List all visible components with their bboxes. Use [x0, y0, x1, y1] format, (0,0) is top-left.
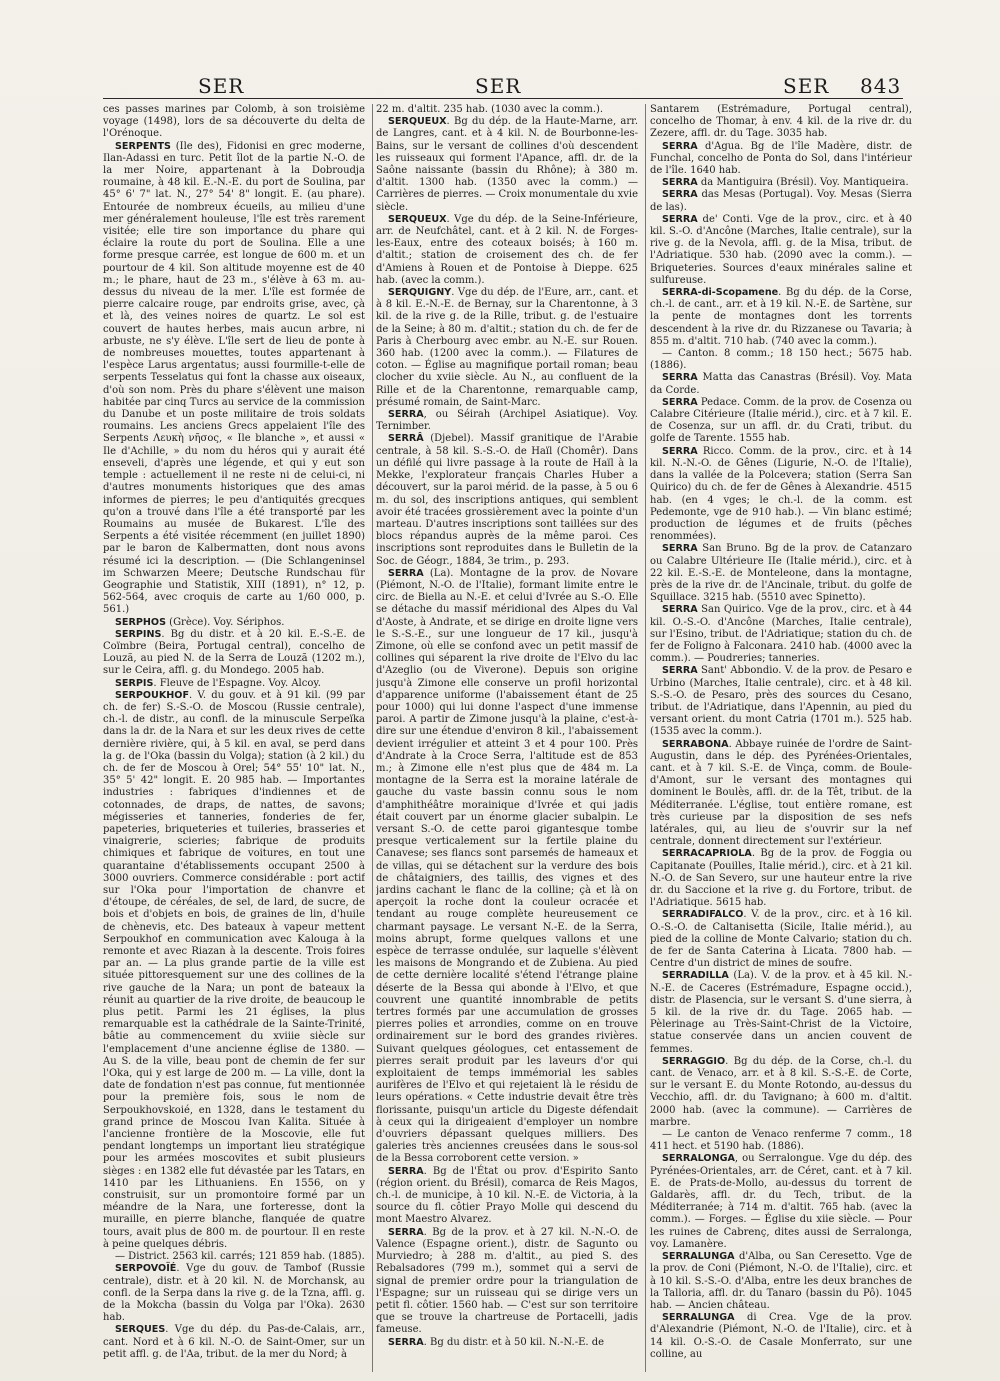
entry-headword: SERPOUKHOF [115, 689, 190, 701]
dictionary-entry [650, 348, 912, 372]
dictionary-entry [376, 104, 638, 116]
entry-text: . Bg du dép. de la Corse, ch.-l. de cant., arr. et à 19 kil. N.-E. de Sartène, sur la pente de montagnes dont les torrents descendent à la rive dr. du Rizzanese ou Tavaria; à 855 m. d'altit. 710 hab. (740 avec la comm.). [650, 287, 912, 347]
dictionary-entry [650, 970, 912, 1055]
entry-headword: SERPIS [115, 677, 154, 689]
entry-text: . Vge du gouv. de Tambof (Russie centrale), distr. et à 20 kil. N. de Morchansk, au confl. de la Serpa dans la rive g. de la Tzna, affl. g. de la Mokcha (bassin du Volga par l'Oka). 2630 hab. [103, 1263, 365, 1324]
dictionary-entry [103, 141, 365, 617]
dictionary-entry [650, 446, 912, 544]
entry-headword: SERRA [388, 409, 424, 421]
entry-text: . Bg du dép. de la Corse, ch.-l. du cant. de Venaco, arr. et à 8 kil. S.-S.-E. de Corte, sur le versant E. du Monte Rotondo, au-dessus du Vecchio, affl. dr. du Tavignano; à 600 m. d'altit. 2000 hab. (avec la commune). — Carrières de marbre. [650, 1055, 912, 1128]
entry-text: . Abbaye ruinée de l'ordre de Saint-Augustin, dans le dép. des Pyrénées-Orientales, cant. et à 7 kil. S.-E. de Vinça, comm. de Boule-d'Amont, sur le versant des montagnes qui dominent le Boulès, affl. dr. de la Têt, tribut. de la Méditerranée. L'église, tout entière romane, est très curieuse par la disposition de ses nefs latérales, qui, au lieu de s'ouvrir sur la nef centrale, donnent directement sur l'extérieur. [650, 738, 912, 848]
header-rule [103, 98, 903, 99]
entry-text: (Djebel). Massif granitique de l'Arabie centrale, à 58 kil. S.-S.-O. de Haïl (Chomêr). Dans un défilé qui livre passage à la route de Haïl à la Mekke, l'explorateur français Charles Huber a découvert, sur la paroi mérid. de la passe, à 5 ou 6 m. du sol, des inscriptions antiques, qui semblent avoir été tracées grossièrement avec la pointe d'un marteau. D'autres inscriptions sont taillées sur des blocs répandus auprès de la même paroi. Ces inscriptions sont reproduites dans le Bulletin de la Soc. de Géogr., 1884, 3e trim., p. 293. [376, 433, 638, 567]
entry-text: . Bg du dép. de la Haute-Marne, arr. de Langres, cant. et à 4 kil. N. de Bourbonne-les-Bains, sur le versant de collines d'où descendent les ruisseaux qui forment l'Apance, affl. dr. de la Saône naissante (bassin du Rhône); à 380 m. d'altit. 1300 hab. (1350 avec la comm.) — Carrières de pierres. — Croix monumentale du xvie siècle. [376, 116, 638, 213]
entry-headword: SERPOVOÏÉ [115, 1263, 177, 1275]
dictionary-entry [103, 1263, 365, 1324]
entry-text: Matta das Canastras (Brésil). Voy. Mata da Corde. [650, 372, 912, 396]
entry-headword: SERQUEUX [388, 213, 447, 225]
dictionary-entry [103, 1324, 365, 1361]
entry-headword: SERPENTS [115, 140, 171, 152]
dictionary-entry [376, 1337, 638, 1349]
entry-text: . Bg de la prov. de Foggia ou Capitanate (Pouilles, Italie mérid.), circ. et à 21 kil. N.-O. de San Severo, sur une hauteur entre la rive dr. du Saccione et la rive g. du Fortore, tribut. de l'Adriatique. 5615 hab. [650, 848, 912, 909]
entry-text: — District. 2563 kil. carrés; 121 859 hab. (1885). [115, 1251, 365, 1263]
entry-headword: SERQUEUX [388, 116, 447, 128]
text-column-1 [103, 104, 365, 1374]
dictionary-entry [650, 214, 912, 287]
entry-text: (La). V. de la prov. et à 45 kil. N.-N.-E. de Caceres (Estrémadure, Espagne occid.), distr. de Plasencia, sur le versant S. d'une sierra, à 5 kil. de la rive dr. du Tage. 2065 hab. — Pèlerinage au Très-Saint-Christ de la Victoire, statue conservée dans un ancien couvent de femmes. [650, 970, 912, 1055]
entry-text: . Bg de la prov. et à 27 kil. N.-N.-O. de Valence (Espagne orient.), distr. de Sagunto ou Murviedro; à 288 m. d'altit., au pied S. des Rebalsadores (799 m.), sommet qui a servi de signal de premier ordre pour la triangulation de l'Espagne; sur un ruisseau qui se dirige vers un petit fl. côtier. 1560 hab. — C'est sur son territoire que se trouve la chartreuse de Portacelli, jadis fameuse. [376, 1226, 638, 1336]
dictionary-entry [103, 678, 365, 690]
dictionary-entry [650, 665, 912, 738]
dictionary-entry [650, 372, 912, 396]
dictionary-entry [650, 543, 912, 604]
entry-text: Santarem (Estrémadure, Portugal central), concelho de Thomar, à env. 4 kil. de la rive dr. du Zezere, affl. dr. du Tage. 3035 hab. [650, 104, 912, 140]
running-head-center: SER [475, 74, 522, 98]
dictionary-entry [650, 177, 912, 189]
entry-headword: SERRA [388, 1165, 424, 1177]
entry-headword: SERRA [662, 177, 698, 189]
entry-headword: SERRA [388, 567, 424, 579]
running-head-left: SER [198, 74, 245, 98]
dictionary-entry [103, 104, 365, 141]
column-divider [372, 104, 373, 1372]
dictionary-entry [103, 1251, 365, 1263]
dictionary-entry [650, 287, 912, 348]
entry-headword: SERRADIFALCO [662, 909, 744, 921]
dictionary-entry [650, 397, 912, 446]
entry-text: . Vge du dép. de l'Eure, arr., cant. et à 8 kil. E.-N.-E. de Bernay, sur la Charentonne, à 3 kil. de la rive g. de la Rille, tribut. g. de l'estuaire de la Seine; à 80 m. d'altit.; station du ch. de fer de Paris à Cherbourg avec embr. au N.-E. sur Rouen. 360 hab. (1200 avec la comm.). — Filatures de coton. — Église au magnifique portail roman; beau clocher du xviie siècle. Au N., au confluent de la Rille et de la Charentonne, remarquable camp, présumé romain, de Saint-Marc. [376, 287, 638, 408]
dictionary-entry [650, 604, 912, 665]
dictionary-entry [376, 1227, 638, 1337]
column-divider [645, 104, 646, 1372]
entry-headword: SERRA [662, 665, 698, 677]
dictionary-entry [376, 214, 638, 287]
dictionary-entry [376, 287, 638, 409]
entry-text: d'Agua. Bg de l'île Madère, distr. de Funchal, concelho de Ponta do Sol, dans l'intérieur de l'île. 1640 hab. [650, 140, 912, 177]
entry-headword: SERRALUNGA [662, 1312, 735, 1324]
dictionary-entry [650, 141, 912, 178]
dictionary-entry [103, 629, 365, 678]
dictionary-entry [376, 433, 638, 567]
dictionary-entry [650, 909, 912, 970]
entry-headword: SERRAGGIO [662, 1055, 726, 1067]
entry-headword: SERQUES [115, 1324, 166, 1336]
entry-headword: SERRA [662, 445, 698, 457]
entry-text: , ou Serralongue. Vge du dép. des Pyrénées-Orientales, arr. de Céret, cant. et à 7 kil. E. de Prats-de-Mollo, au-dessus du torrent de Galdarès, affl. dr. du Tech, tribut. de la Méditerranée; à 714 m. d'altit. 765 hab. (avec la comm.). — Forges. — Église du xiie siècle. — Pour les ruines de Cabrenç, dites aussi de Serralonga, voy. Lamanère. [650, 1153, 912, 1250]
dictionary-entry [103, 617, 365, 629]
entry-text: . Bg du distr. et à 20 kil. E.-S.-E. de Coïmbre (Beira, Portugal central), concelho de Louzã, au pied N. de la Serra de Louzã (1202 m.), sur le Ceira, affl. g. du Mondego. 2005 hab. [103, 628, 365, 677]
entry-headword: SERRA [662, 140, 698, 152]
entry-headword: SERRA [662, 604, 698, 616]
entry-text: . Vge du dép. du Pas-de-Calais, arr., cant. Nord et à 6 kil. N.-O. de Saint-Omer, sur un petit affl. g. de l'Aa, tribut. de la mer du Nord; à [103, 1324, 365, 1360]
dictionary-entry [650, 189, 912, 213]
entry-headword: SERRA [662, 372, 698, 384]
entry-text: 22 m. d'altit. 235 hab. (1030 avec la comm.). [376, 104, 604, 115]
entry-text: . Fleuve de l'Espagne. Voy. Alcoy. [153, 677, 321, 689]
dictionary-entry [376, 116, 638, 214]
dictionary-entry [650, 739, 912, 849]
entry-text: . Bg de l'État ou prov. d'Espirito Santo (région orient. du Brésil), comarca de Reis Magos, ch.-l. de municipe, à 10 kil. N.-E. de Victoria, à la source du fl. côtier Prayo Molle qui descend du mont Maestro Alvarez. [376, 1165, 638, 1226]
entry-text: San Bruno. Bg de la prov. de Catanzaro ou Calabre Ultérieure IIe (Italie mérid.), circ. et à 22 kil. E.-S.-E. de Monteleone, dans la montagne, près de la rive dr. de l'Ancinale, tribut. du golfe de Squillace. 3215 hab. (5510 avec Spinetto). [650, 543, 912, 604]
dictionary-entry [376, 409, 638, 433]
dictionary-entry [650, 1312, 912, 1361]
entry-text: de' Conti. Vge de la prov., circ. et à 40 kil. S.-O. d'Ancône (Marches, Italie centrale), sur la rive g. de la Nevola, affl. g. de la Misa, tribut. de l'Adriatique. 530 hab. (2090 avec la comm.). — Briqueteries. Sources d'eaux minérales saline et sulfureuse. [650, 213, 912, 286]
entry-headword: SERQUIGNY [388, 287, 452, 299]
page-number: 843 [860, 74, 902, 98]
entry-text: (Ile des), Fidonisi en grec moderne, Ilan-Adassi en turc. Petit îlot de la partie N.-O. de la mer Noire, appartenant à la Dobroudja roumaine, à 48 kil. E.-N.-E. du port de Soulina, par 45° 6' 7" lat. N., 27° 54' 8" longit. E. (au phare). Entourée de nombreux écueils, au milieu d'une mer généralement houleuse, l'île est très rarement visitée; elle tire son importance du phare qui éclaire la route du port de Soulina. Elle a une forme presque carrée, est longue de 600 m. et un pourtour de 4 kil. Son altitude moyenne est de 40 m.; le phare, haut de 23 m., s'élève à 63 m. au-dessus du niveau de la mer. L'île est formée de pierre calcaire rouge, par endroits grise, avec, çà et là, des veines noires de quartz. Le sol est couvert de hautes herbes, mais aucun arbre, ni arbuste, ne s'y élève. L'île sert de lieu de ponte à de nombreuses mouettes, toutes appartenant à l'espèce Larus argentatus; aussi fourmille-t-elle de serpents Tesselatus qui font la chasse aux oiseaux, d'où son nom. Près du phare s'élèvent une maison habitée par cinq Turcs au service de la commission du Danube et un poste militaire de trois soldats roumains. Les anciens Grecs appelaient l'île des Serpents Λευκὴ νῆσος, « Ile blanche », et aussi « Ile d'Achille, » du nom du héros qui y aurait été enseveli, d'après une légende, et qui y eut son temple : actuellement il ne reste ni de celui-ci, ni d'autres monuments historiques que des amas informes de pierres; le peu d'antiquités grecques qu'on a trouvé dans l'île a été transporté par les Roumains au musée de Bukarest. L'île des Serpents a été visitée récemment (en juillet 1890) par le baron de Kalbermatten, dont nous avons résumé ici la description. — (Die Schlangeninsel im Schwarzen Meere; Deutsche Rundschau für Geographie und Statistik, XIII (1891), n° 12, p. 562-564, avec croquis de carte au 1/60 000, p. 561.) [103, 140, 365, 616]
dictionary-entry [650, 1153, 912, 1251]
entry-headword: SERRA [388, 1226, 424, 1238]
dictionary-entry [376, 1166, 638, 1227]
entry-text: , ou Séirah (Archipel Asiatique). Voy. Ternimber. [376, 409, 638, 433]
entry-text: Sant' Abbondio. V. de la prov. de Pesaro e Urbino (Marches, Italie centrale), circ. et à 48 kil. S.-S.-O. de Pesaro, près des sources du Cesano, tribut. de l'Adriatique, dans l'Apennin, au pied du versant orient. du mont Catria (1701 m.). 525 hab. (1535 avec la comm.). [650, 665, 912, 738]
entry-text: (Grèce). Voy. Sériphos. [165, 616, 285, 628]
entry-headword: SERRABONA [662, 738, 729, 750]
entry-headword: SERRALONGA [662, 1153, 735, 1165]
entry-text: . Bg du distr. et à 50 kil. N.-N.-E. de [423, 1336, 605, 1348]
dictionary-entry [650, 104, 912, 141]
dictionary-entry [650, 1056, 912, 1129]
entry-text: Ricco. Comm. de la prov., circ. et à 14 kil. N.-N.-O. de Gênes (Ligurie, N.-O. de l'Italie), dans la vallée de la Polcevera; station (Serra San Quirico) du ch. de fer de Gênes à Alexandrie. 4515 hab. (en 4 vges; le ch.-l. de la comm. est Pedemonte, vge de 910 hab.). — Vin blanc estimé; production de légumes et de fruits (pêches renommées). [650, 445, 912, 543]
entry-text: (La). Montagne de la prov. de Novare (Piémont, N.-O. de l'Italie), formant limite entre le circ. de Biella au N.-E. et celui d'Ivrée au S.-O. Elle se détache du massif méridional des Alpes du Val d'Aoste, à Andrate, et se dirige en droite ligne vers le S.-S.-E., sur une longueur de 17 kil., jusqu'à Zimone, où elle se confond avec un petit massif de collines qui séparent la rive droite de l'Elvo du lac d'Azeglio (ou de Viverone). Depuis son origine jusqu'à Zimone elle conserve un profil horizontal d'apparence uniforme (l'abaissement étant de 25 pour 1000) qui lui donne l'aspect d'une immense paroi. A partir de Zimone jusqu'à la plaine, c'est-à-dire sur une étendue d'environ 8 kil., l'abaissement devient irrégulier et atteint 3 et 4 pour 100. Près d'Andrate à la Croce Serra, l'altitude est de 853 m.; à Zimone elle n'est plus que de 484 m. La montagne de la Serra est la moraine latérale de gauche du vaste bassin connu sous le nom d'amphithéâtre morainique d'Ivrée et qui jadis était couvert par un énorme glacier subalpin. Le versant S.-O. de cette paroi gigantesque tombe presque verticalement sur la fertile plaine du Canavese; ses flancs sont parsemés de hameaux et de villas, qui se détachent sur la verdure des bois de châtaigniers, des taillis, des vignes et des jardins cachant le flanc de la colline; çà et là on aperçoit la roche dont la couleur ocracée et tendant au rouge complète heureusement ce charmant paysage. Le versant N.-E. de la Serra, moins abrupt, forme quelques vallons et une espèce de terrasse ondulée, sur laquelle s'élèvent les maisons de Mongrando et de Zubiena. Au pied de cette dernière localité s'étend l'étrange plaine déserte de la Bessa qui abonde à l'Elvo, et que couvrent une quantité innombrable de petits tertres formés par une accumulation de grosses pierres polies et arrondies, comme on en trouve ordinairement sur le bord des grandes rivières. Suivant quelques géologues, cet entassement de pierres serait produit par les laveurs d'or qui exploitaient de temps immémorial les sables aurifères de l'Elvo et qui rejetaient là le résidu de leurs opérations. « Cette industrie devait être très florissante, puisqu'un article du Digeste défendait à ceux qui la dirigeaient d'employer un nombre d'ouvriers dépassant quelques milliers. Des galeries très anciennes creusées dans le sous-sol de la Bessa corroborent cette version. » [376, 567, 638, 1165]
entry-text: ces passes marines par Colomb, à son troisième voyage (1498), lors de sa découverte du delta de l'Orénoque. [103, 104, 365, 140]
dictionary-entry [376, 568, 638, 1166]
entry-text: d'Alba, ou San Ceresetto. Vge de la prov. de Coni (Piémont, N.-O. de l'Italie), circ. et à 10 kil. S.-S.-O. d'Alba, entre les deux branches de la Talloria, affl. dr. du Tanaro (bassin du Pô). 1045 hab. — Ancien château. [650, 1251, 912, 1311]
entry-headword: SERRA [662, 213, 698, 225]
running-head-right: SER [783, 74, 830, 98]
entry-headword: SERRACAPRIOLA [662, 848, 752, 860]
entry-text: di Crea. Vge de la prov. d'Alexandrie (Piémont, N.-O. de l'Italie), circ. et à 14 kil. O.-S.-O. de Casale Monferrato, sur une colline, au [650, 1312, 912, 1360]
entry-headword: SERRA [662, 396, 698, 408]
entry-text: — Le canton de Venaco renferme 7 comm., 18 411 hect. et 5190 hab. (1886). [650, 1129, 912, 1153]
text-column-3 [650, 104, 912, 1374]
entry-headword: SERRA [662, 189, 698, 201]
entry-headword: SERRA [662, 543, 698, 555]
entry-headword: SERRALUNGA [662, 1251, 735, 1263]
text-column-2 [376, 104, 638, 1374]
entry-text: . V. du gouv. et à 91 kil. (99 par ch. de fer) S.-S.-O. de Moscou (Russie centrale), ch.-l. de distr., au confl. de la minuscule Serpeïka dans la dr. de la Nara et sur les deux rives de cette dernière rivière, qui, à 5 kil. en aval, se perd dans la g. de l'Oka (bassin du Volga); station (à 2 kil.) du ch. de fer de Moscou à Orel; 54° 55' 10" lat. N., 35° 5' 42" longit. E. 20 985 hab. — Importantes industries : fabriques d'indiennes et de cotonnades, de draps, de nattes, de savons; mégisseries et tanneries, fonderies de fer, papeteries, briqueteries et tuileries, brasseries et vinaigrerie, scieries; fabrique de produits chimiques et fabrique de voitures, en tout une quarantaine d'établissements occupant 2500 à 3000 ouvriers. Commerce considérable : port actif sur l'Oka pour l'importation de chanvre et d'étoupe, de céréales, de sel, de lard, de sucre, de bois et d'objets en bois, de graines de lin, d'huile de chènevis, etc. Des bateaux à vapeur mettent Serpoukhof en communication avec Kalouga à la remonte et avec Riazan à la descente. Trois foires par an. — La plus grande partie de la ville est située pittoresquement sur une des collines de la rive gauche de la Nara; un pont de bateaux la réunit au quartier de la rive droite, de beaucoup le plus petit. Parmi les 21 églises, la plus remarquable est la cathédrale de la Sainte-Trinité, bâtie au commencement du xviiie siècle sur l'emplacement d'une ancienne église de 1380. — Au S. de la ville, beau pont de chemin de fer sur l'Oka, qui y est large de 200 m. — La ville, dont la date de fondation n'est pas connue, fut mentionnée pour la première fois, sous le nom de Serpoukhovskoié, en 1328, dans le testament du grand prince de Moscou Ivan Kalita. Située à l'ancienne frontière de la Moscovie, elle fut pendant longtemps un important lieu stratégique pour les armées moscovites et subit plusieurs sièges : en 1382 elle fut dévastée par les Tatars, en 1410 par les Lithuaniens. En 1556, on y construisit, sur un promontoire formé par un méandre de la Nara, une forteresse, dont la muraille, en pierre blanche, flanquée de quatre tours, avait plus de 800 m. de pourtour. Il en reste à peine quelques débris. [103, 689, 365, 1250]
entry-text: da Mantiguira (Brésil). Voy. Mantiqueira. [697, 177, 909, 189]
entry-text: Pedace. Comm. de la prov. de Cosenza ou Calabre Citérieure (Italie mérid.), circ. et à 7 kil. E. de Cosenza, sur un affl. dr. du Crati, tribut. du golfe de Tarente. 1555 hab. [650, 396, 912, 445]
entry-headword: SERRA [388, 1336, 424, 1348]
dictionary-entry [650, 1129, 912, 1153]
entry-headword: SERRADILLA [662, 970, 729, 982]
entry-headword: SERRÂ [388, 433, 424, 445]
entry-text: — Canton. 8 comm.; 18 150 hect.; 5675 hab. (1886). [650, 348, 912, 372]
entry-text: San Quirico. Vge de la prov., circ. et à 44 kil. O.-S.-O. d'Ancône (Marches, Italie centrale), sur l'Esino, tribut. de l'Adriatique; station du ch. de fer de Foligno à Falconara. 2410 hab. (4000 avec la comm.). — Poudreries; tanneries. [650, 604, 912, 665]
entry-headword: SERRA-di-Scopamene [662, 287, 779, 299]
dictionary-entry [103, 690, 365, 1251]
entry-text: . Vge du dép. de la Seine-Inférieure, arr. de Neufchâtel, cant. et à 2 kil. N. de Forges-les-Eaux, entre des coteaux boisés; à 160 m. d'altit.; station de croisement des ch. de fer d'Amiens à Rouen et de Pontoise à Dieppe. 625 hab. (avec la comm.). [376, 213, 638, 286]
entry-text: . V. de la prov., circ. et à 16 kil. O.-S.-O. de Caltanisetta (Sicile, Italie mérid.), au pied de la colline de Monte Calvario; station du ch. de fer de Santa Caterina à Licata. 7800 hab. — Centre d'un district de mines de soufre. [650, 909, 912, 970]
entry-headword: SERPHOS [115, 616, 166, 628]
entry-headword: SERPINS [115, 628, 162, 640]
entry-text: das Mesas (Portugal). Voy. Mesas (Sierra de las). [650, 189, 912, 213]
dictionary-entry [650, 1251, 912, 1312]
dictionary-entry [650, 848, 912, 909]
